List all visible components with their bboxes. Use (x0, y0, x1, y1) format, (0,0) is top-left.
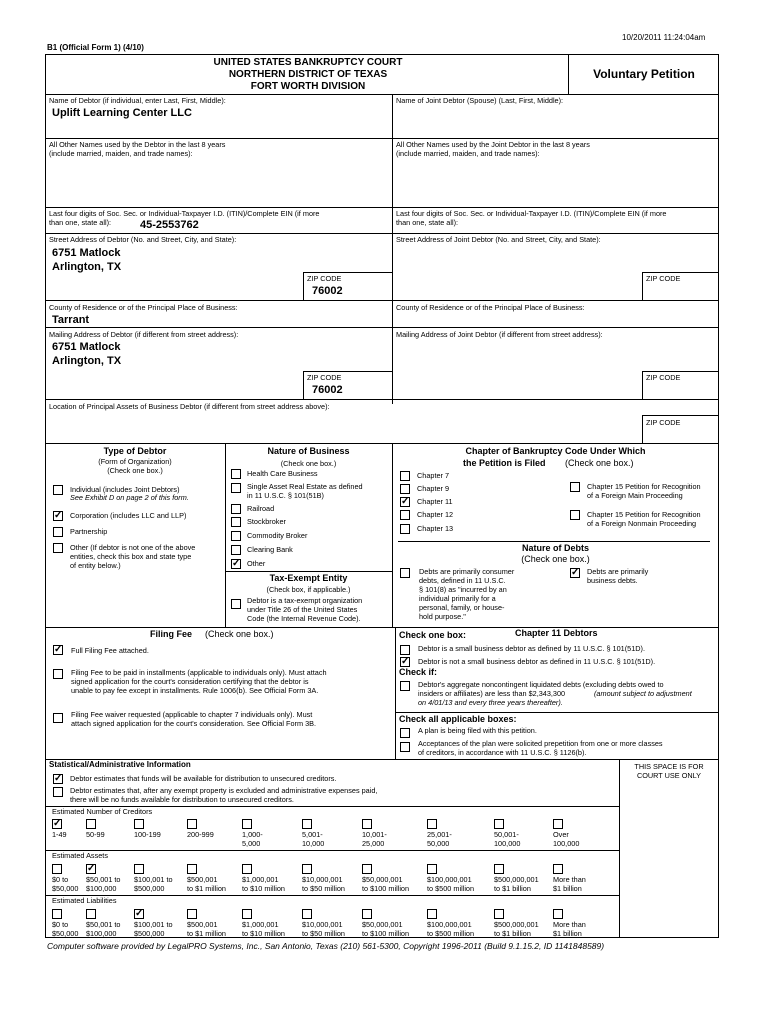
installments-checkbox[interactable] (53, 669, 63, 679)
installments-2: signed application for the court's consideration certifying that the debtor is (71, 677, 309, 686)
commodity-checkbox[interactable] (231, 531, 241, 541)
consumer-debts-6: hold purpose." (419, 612, 466, 621)
aggregate-4: on 4/01/13 and every three years thereafter). (418, 698, 563, 707)
debtor-mail-zip[interactable]: 76002 (312, 384, 343, 396)
court-line2: NORTHERN DISTRICT OF TEXAS (228, 69, 388, 80)
assets-option-4-label: to $10 million (242, 884, 285, 893)
assets-option-9-checkbox[interactable] (553, 864, 563, 874)
debtor-ssn-label2: than one, state all): (49, 218, 112, 227)
court-use-2: COURT USE ONLY (636, 771, 702, 780)
consumer-debts-4: individual primarily for a (419, 594, 496, 603)
creditors-option-8-checkbox[interactable] (494, 819, 504, 829)
liabilities-option-5-checkbox[interactable] (302, 909, 312, 919)
ch11-check-if: Check if: (399, 667, 438, 677)
consumer-debts-5: personal, family, or house- (419, 603, 505, 612)
liabilities-option-6-label: to $100 million (362, 929, 410, 938)
assets-option-8-checkbox[interactable] (494, 864, 504, 874)
ch15-main-checkbox[interactable] (570, 482, 580, 492)
creditors-option-5-checkbox[interactable] (302, 819, 312, 829)
aggregate-1: Debtor's aggregate noncontingent liquidated debts (excluding debts owed to (418, 680, 664, 689)
location-zip-label: ZIP CODE (646, 418, 681, 427)
assets-option-9-label: $1 billion (553, 884, 582, 893)
acceptances-2: of creditors, in accordance with 11 U.S.C. § 1126(b). (418, 748, 587, 757)
ch11-title: Chapter 11 Debtors (515, 628, 598, 638)
other-business-checkbox[interactable]: ✓ (232, 558, 241, 569)
assets-option-6-label: $50,000,001 (362, 875, 403, 884)
debtor-ein[interactable]: 45-2553762 (140, 219, 199, 231)
corporation-checkbox[interactable]: ✓ (54, 510, 63, 521)
debtor-mail-zip-label: ZIP CODE (307, 373, 342, 382)
chapter-title1: Chapter of Bankruptcy Code Under Which (465, 446, 646, 456)
liabilities-option-3-label: $500,001 (187, 920, 218, 929)
business-debts-1: Debts are primarily (587, 567, 649, 576)
ch11-checkbox[interactable]: ✓ (401, 496, 410, 507)
liabilities-option-9-checkbox[interactable] (553, 909, 563, 919)
assets-option-8-label: $500,000,001 (494, 875, 539, 884)
funds-checkbox[interactable]: ✓ (54, 773, 63, 784)
type-title: Type of Debtor (103, 446, 167, 456)
liabilities-option-4-checkbox[interactable] (242, 909, 252, 919)
court-use-1: THIS SPACE IS FOR (634, 762, 704, 771)
liabilities-option-6-checkbox[interactable] (362, 909, 372, 919)
ch7-checkbox[interactable] (400, 471, 410, 481)
debtor-mail2[interactable]: Arlington, TX (52, 355, 122, 367)
debtor-ssn-label: Last four digits of Soc. Sec. or Individual-Taxpayer I.D. (ITIN)/Complete EIN (if more (49, 209, 320, 218)
assets-option-4-label: $1,000,001 (242, 875, 279, 884)
ch12-label: Chapter 12 (417, 510, 454, 519)
joint-county-label: County of Residence or of the Principal Place of Business: (396, 303, 585, 312)
individual-checkbox[interactable] (53, 485, 63, 495)
nature-business-sub: (Check one box.) (280, 459, 337, 468)
installments-3: unable to pay fee except in installments. Rule 1006(b). See Official Form 3A. (71, 686, 319, 695)
individual-note: See Exhibit D on page 2 of this form. (70, 493, 189, 502)
joint-other-names-label: All Other Names used by the Joint Debtor in the last 8 years (396, 140, 590, 149)
ch12-checkbox[interactable] (400, 510, 410, 520)
debtor-name[interactable]: Uplift Learning Center LLC (52, 107, 192, 119)
liabilities-option-2-label: $500,000 (134, 929, 165, 938)
creditors-option-9-checkbox[interactable] (553, 819, 563, 829)
ch13-checkbox[interactable] (400, 524, 410, 534)
assets-option-6-label: to $100 million (362, 884, 410, 893)
sare-checkbox[interactable] (231, 483, 241, 493)
ch15-main-label1: Chapter 15 Petition for Recognition (587, 482, 701, 491)
acceptances-checkbox[interactable] (400, 742, 410, 752)
corporation-label: Corporation (includes LLC and LLP) (70, 511, 187, 520)
individual-label: Individual (includes Joint Debtors) (70, 485, 180, 494)
debtor-zip-label: ZIP CODE (307, 274, 342, 283)
not-small-business-checkbox[interactable]: ✓ (401, 656, 410, 667)
assets-label: Estimated Assets (52, 851, 108, 860)
location-label: Location of Principal Assets of Business Debtor (if different from street address above): (49, 402, 330, 411)
liabilities-option-8-label: $500,000,001 (494, 920, 539, 929)
business-debts-checkbox[interactable]: ✓ (571, 567, 580, 578)
creditors-option-0-checkbox[interactable]: ✓ (53, 818, 62, 829)
tax-exempt-line3: Code (the Internal Revenue Code). (247, 614, 361, 623)
partnership-label: Partnership (70, 527, 108, 536)
assets-option-1-label: $50,001 to (86, 875, 121, 884)
ch15-nonmain-checkbox[interactable] (570, 510, 580, 520)
creditors-option-5-label: 5,001- (302, 830, 323, 839)
assets-option-7-checkbox[interactable] (427, 864, 437, 874)
clearing-checkbox[interactable] (231, 545, 241, 555)
assets-option-0-label: $0 to (52, 875, 69, 884)
liabilities-option-6-label: $50,000,001 (362, 920, 403, 929)
ch7-label: Chapter 7 (417, 471, 450, 480)
not-small-business-label: Debtor is not a small business debtor as defined in 11 U.S.C. § 101(51D). (418, 657, 656, 666)
liabilities-option-5-label: $10,000,001 (302, 920, 343, 929)
business-debts-2: business debts. (587, 576, 638, 585)
liabilities-label: Estimated Liabilities (52, 896, 117, 905)
health-label: Health Care Business (247, 469, 318, 478)
joint-ssn-label2: than one, state all): (396, 218, 459, 227)
waiver-1: Filing Fee waiver requested (applicable to chapter 7 individuals only). Must (71, 710, 313, 719)
creditors-option-8-label: 50,001- (494, 830, 519, 839)
small-business-label: Debtor is a small business debtor as defined by 11 U.S.C. § 101(51D). (418, 644, 645, 653)
form-id: B1 (Official Form 1) (4/10) (47, 43, 144, 52)
liabilities-option-9-label: More than (553, 920, 586, 929)
creditors-option-1-label: 50-99 (86, 830, 105, 839)
creditors-option-7-label: 25,001- (427, 830, 452, 839)
funds-label: Debtor estimates that funds will be available for distribution to unsecured creditors. (70, 774, 337, 783)
creditors-option-3-label: 200-999 (187, 830, 214, 839)
type-sub2: (Check one box.) (107, 466, 163, 475)
creditors-option-6-checkbox[interactable] (362, 819, 372, 829)
assets-option-0-label: $50,000 (52, 884, 79, 893)
assets-option-5-label: $10,000,001 (302, 875, 343, 884)
assets-option-9-label: More than (553, 875, 586, 884)
sare-label2: in 11 U.S.C. § 101(51B) (247, 491, 324, 500)
ch11-check-all: Check all applicable boxes: (399, 714, 517, 724)
creditors-option-1-checkbox[interactable] (86, 819, 96, 829)
creditors-option-6-label: 25,000 (362, 839, 385, 848)
tax-exempt-checkbox[interactable] (231, 599, 241, 609)
creditors-option-2-checkbox[interactable] (134, 819, 144, 829)
debtor-mail1[interactable]: 6751 Matlock (52, 341, 121, 353)
liabilities-option-8-label: to $1 billion (494, 929, 531, 938)
commodity-label: Commodity Broker (247, 531, 308, 540)
joint-other-names-label2: (include married, maiden, and trade names): (396, 149, 540, 158)
liabilities-option-2-checkbox[interactable]: ✓ (135, 908, 144, 919)
acceptances-1: Acceptances of the plan were solicited prepetition from one or more classes (418, 739, 663, 748)
plan-checkbox[interactable] (400, 728, 410, 738)
ch15-main-label2: of a Foreign Main Proceeding (587, 491, 683, 500)
creditors-option-4-label: 5,000 (242, 839, 261, 848)
assets-option-3-label: to $1 million (187, 884, 226, 893)
liabilities-option-0-label: $50,000 (52, 929, 79, 938)
consumer-debts-2: debts, defined in 11 U.S.C. (419, 576, 506, 585)
joint-ssn-label: Last four digits of Soc. Sec. or Individual-Taxpayer I.D. (ITIN)/Complete EIN (if more (396, 209, 667, 218)
liabilities-option-9-label: $1 billion (553, 929, 582, 938)
assets-option-7-label: to $500 million (427, 884, 475, 893)
aggregate-checkbox[interactable] (400, 681, 410, 691)
joint-name-label: Name of Joint Debtor (Spouse) (Last, First, Middle): (396, 96, 564, 105)
nofunds-1: Debtor estimates that, after any exempt property is excluded and administrative expenses paid, (70, 786, 378, 795)
assets-option-0-checkbox[interactable] (52, 864, 62, 874)
assets-option-3-label: $500,001 (187, 875, 218, 884)
liabilities-option-2-label: $100,001 to (134, 920, 173, 929)
debtor-other-names-label2: (include married, maiden, and trade names): (49, 149, 193, 158)
type-sub1: (Form of Organization) (98, 457, 172, 466)
creditors-option-3-checkbox[interactable] (187, 819, 197, 829)
waiver-checkbox[interactable] (53, 713, 63, 723)
liabilities-option-0-checkbox[interactable] (52, 909, 62, 919)
debtor-county-label: County of Residence or of the Principal Place of Business: (49, 303, 238, 312)
court-line3: FORT WORTH DIVISION (250, 81, 366, 92)
stat-title: Statistical/Administrative Information (49, 760, 191, 769)
debtor-street1[interactable]: 6751 Matlock (52, 247, 121, 259)
joint-mailing-label: Mailing Address of Joint Debtor (if different from street address): (396, 330, 603, 339)
nature-business-title: Nature of Business (267, 446, 350, 456)
petition-title: Voluntary Petition (593, 67, 695, 81)
nofunds-2: there will be no funds available for distribution to unsecured creditors. (70, 795, 294, 804)
ch13-label: Chapter 13 (417, 524, 454, 533)
consumer-debts-checkbox[interactable] (400, 568, 410, 578)
other-entity-label1: Other (If debtor is not one of the above (70, 543, 196, 552)
sare-label1: Single Asset Real Estate as defined (247, 482, 363, 491)
tax-exempt-line1: Debtor is a tax-exempt organization (247, 596, 363, 605)
creditors-option-0-label: 1-49 (52, 830, 67, 839)
other-entity-checkbox[interactable] (53, 543, 63, 553)
assets-option-2-label: $100,001 to (134, 875, 173, 884)
assets-option-4-checkbox[interactable] (242, 864, 252, 874)
assets-option-2-checkbox[interactable] (134, 864, 144, 874)
liabilities-option-7-label: to $500 million (427, 929, 475, 938)
court-line1: UNITED STATES BANKRUPTCY COURT (213, 57, 403, 68)
creditors-option-4-checkbox[interactable] (242, 819, 252, 829)
debtor-street-label: Street Address of Debtor (No. and Street, City, and State): (49, 235, 237, 244)
other-business-label: Other (247, 559, 266, 568)
assets-option-7-label: $100,000,001 (427, 875, 472, 884)
liabilities-option-7-checkbox[interactable] (427, 909, 437, 919)
plan-label: A plan is being filed with this petition. (418, 726, 537, 735)
assets-option-5-checkbox[interactable] (302, 864, 312, 874)
debtor-name-label: Name of Debtor (if individual, enter Last, First, Middle): (49, 96, 226, 105)
waiver-2: attach signed application for the court's consideration. See Official Form 3B. (71, 719, 317, 728)
joint-street-label: Street Address of Joint Debtor (No. and Street, City, and State): (396, 235, 601, 244)
debtor-county[interactable]: Tarrant (52, 314, 90, 326)
creditors-option-6-label: 10,001- (362, 830, 387, 839)
assets-option-1-checkbox[interactable]: ✓ (87, 863, 96, 874)
full-fee-label: Full Filing Fee attached. (71, 646, 149, 655)
joint-zip-label: ZIP CODE (646, 274, 681, 283)
consumer-debts-1: Debts are primarily consumer (419, 567, 515, 576)
stockbroker-label: Stockbroker (247, 517, 286, 526)
creditors-label: Estimated Number of Creditors (52, 807, 153, 816)
ch9-label: Chapter 9 (417, 484, 450, 493)
creditors-option-8-label: 100,000 (494, 839, 521, 848)
liabilities-option-7-label: $100,000,001 (427, 920, 472, 929)
nature-debts-sub: (Check one box.) (521, 554, 590, 564)
assets-option-8-label: to $1 billion (494, 884, 531, 893)
consumer-debts-3: § 101(8) as "incurred by an (419, 585, 507, 594)
aggregate-2: insiders or affiliates) are less than $2,343,300 (418, 689, 566, 698)
ch15-nonmain-label2: of a Foreign Nonmain Proceeding (587, 519, 697, 528)
liabilities-option-3-label: to $1 million (187, 929, 226, 938)
creditors-option-5-label: 10,000 (302, 839, 325, 848)
assets-option-2-label: $500,000 (134, 884, 165, 893)
assets-option-1-label: $100,000 (86, 884, 117, 893)
footer-text: Computer software provided by LegalPRO Systems, Inc., San Antonio, Texas (210) 561-5300, Copyright 1996-2011 (Build 9.1.15.2, ID 1141848589) (47, 941, 605, 951)
tax-exempt-line2: under Title 26 of the United States (247, 605, 358, 614)
health-checkbox[interactable] (231, 469, 241, 479)
liabilities-option-8-checkbox[interactable] (494, 909, 504, 919)
other-entity-label3: of entity below.) (70, 561, 121, 570)
ch15-nonmain-label1: Chapter 15 Petition for Recognition (587, 510, 701, 519)
tax-exempt-title: Tax-Exempt Entity (269, 573, 348, 583)
clearing-label: Clearing Bank (247, 545, 293, 554)
debtor-mailing-label: Mailing Address of Debtor (if different from street address): (49, 330, 239, 339)
nature-debts-title: Nature of Debts (521, 543, 589, 553)
liabilities-option-1-label: $100,000 (86, 929, 117, 938)
creditors-option-7-label: 50,000 (427, 839, 450, 848)
debtor-other-names-label: All Other Names used by the Debtor in the last 8 years (49, 140, 226, 149)
ch11-check-one: Check one box: (399, 630, 467, 640)
other-entity-label2: entities, check this box and state type (70, 552, 192, 561)
installments-1: Filing Fee to be paid in installments (applicable to individuals only). Must attach (71, 668, 327, 677)
nofunds-checkbox[interactable] (53, 787, 63, 797)
creditors-option-9-label: Over (553, 830, 569, 839)
small-business-checkbox[interactable] (400, 645, 410, 655)
timestamp: 10/20/2011 11:24:04am (622, 33, 706, 42)
creditors-option-4-label: 1,000- (242, 830, 263, 839)
ch9-checkbox[interactable] (400, 484, 410, 494)
creditors-option-9-label: 100,000 (553, 839, 580, 848)
chapter-title2: the Petition is Filed (463, 458, 546, 468)
stockbroker-checkbox[interactable] (231, 517, 241, 527)
full-fee-checkbox[interactable]: ✓ (54, 644, 63, 655)
partnership-checkbox[interactable] (53, 527, 63, 537)
liabilities-option-3-checkbox[interactable] (187, 909, 197, 919)
liabilities-option-1-label: $50,001 to (86, 920, 121, 929)
creditors-option-2-label: 100-199 (134, 830, 161, 839)
creditors-option-7-checkbox[interactable] (427, 819, 437, 829)
assets-option-6-checkbox[interactable] (362, 864, 372, 874)
ch11-label: Chapter 11 (417, 497, 453, 506)
debtor-street2[interactable]: Arlington, TX (52, 261, 122, 273)
liabilities-option-1-checkbox[interactable] (86, 909, 96, 919)
liabilities-option-0-label: $0 to (52, 920, 69, 929)
assets-option-5-label: to $50 million (302, 884, 345, 893)
assets-option-3-checkbox[interactable] (187, 864, 197, 874)
chapter-check: (Check one box.) (565, 458, 634, 468)
filing-fee-title: Filing Fee (150, 629, 193, 639)
railroad-label: Railroad (247, 504, 275, 513)
joint-mail-zip-label: ZIP CODE (646, 373, 681, 382)
tax-exempt-sub: (Check box, if applicable.) (266, 585, 351, 594)
liabilities-option-5-label: to $50 million (302, 929, 345, 938)
debtor-zip[interactable]: 76002 (312, 285, 343, 297)
liabilities-option-4-label: to $10 million (242, 929, 285, 938)
filing-fee-check: (Check one box.) (205, 629, 274, 639)
railroad-checkbox[interactable] (231, 504, 241, 514)
liabilities-option-4-label: $1,000,001 (242, 920, 279, 929)
aggregate-3: (amount subject to adjustment (594, 689, 692, 698)
